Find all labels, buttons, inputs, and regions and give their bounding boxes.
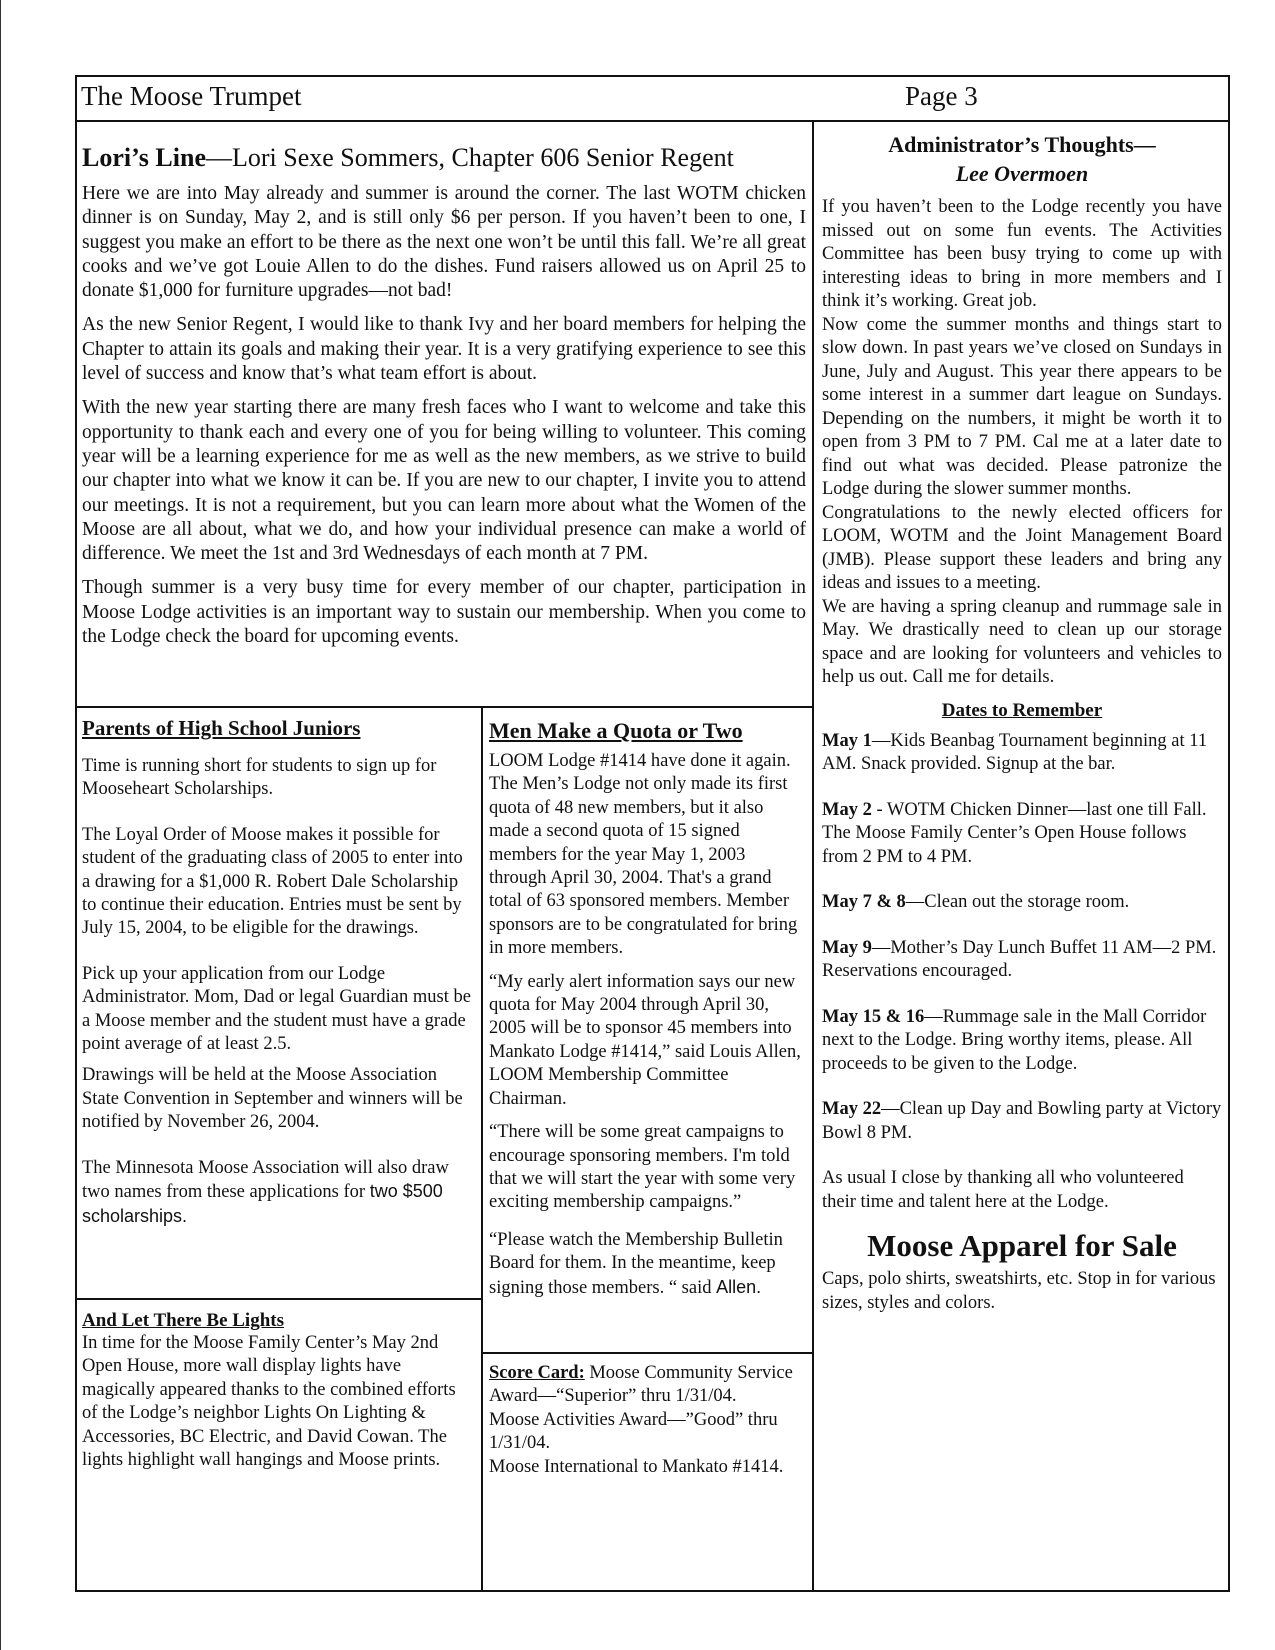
- loris-line-paragraph: With the new year starting there are many fresh faces who I want to welcome and take this opportunity to thank each and every one of you for being willing to volunteer. This coming year will be a learning experience for me as well as the new members, as we strive to build our chapter into what we know it can be. If you are new to our chapter, I invite you to attend our meetings. It is not a requirement, but you can learn more about what the Women of the Moose are all about, what we do, and how your individual presence can make a world of difference. We meet the 1st and 3rd Wednesdays of each month at 7 PM.: [82, 397, 806, 565]
- loris-line-paragraph: As the new Senior Regent, I would like to thank Ivy and her board members for helping the Chapter to attain its goals and making their year. It is a very gratifying experience to see this level of success and know that’s what team effort is about.: [82, 314, 806, 385]
- date-item: May 9—Mother’s Day Lunch Buffet 11 AM—2 PM. Reservations encouraged.: [822, 937, 1217, 981]
- date-item: May 2 - WOTM Chicken Dinner—last one till Fall. The Moose Family Center’s Open House follows from 2 PM to 4 PM.: [822, 799, 1207, 867]
- score-card-line: Moose Activities Award—”Good” thru 1/31/04.: [489, 1409, 778, 1454]
- score-card-label: Score Card:: [489, 1363, 585, 1383]
- date-item: May 15 & 16—Rummage sale in the Mall Corridor next to the Lodge. Bring worthy items, please. All proceeds to be given to the Lodge.: [822, 1006, 1207, 1074]
- parents-paragraph: Time is running short for students to sign up for Mooseheart Scholarships.: [82, 756, 437, 800]
- administrator-paragraph: We are having a spring cleanup and rummage sale in May. We drastically need to clean up our storage space and are looking for volunteers and vehicles to help us out. Call me for details.: [822, 596, 1222, 687]
- date-item: May 22—Clean up Day and Bowling party at Victory Bowl 8 PM.: [822, 1099, 1222, 1143]
- date-item: May 1—Kids Beanbag Tournament beginning at 11 AM. Snack provided. Signup at the bar.: [822, 730, 1208, 774]
- parents-article: [75, 706, 483, 1300]
- administrator-name: Lee Overmoen: [955, 161, 1089, 186]
- newsletter-title: The Moose Trumpet: [81, 81, 302, 111]
- administrator-closing: As usual I close by thanking all who volunteered their time and talent here at the Lodge.: [822, 1168, 1184, 1212]
- score-card-line: Moose International to Mankato #1414.: [489, 1456, 784, 1477]
- parents-paragraph: Pick up your application from our Lodge Administrator. Mom, Dad or legal Guardian must be a Moose member and the student must have a grade point average of at least 2.5.: [82, 963, 471, 1055]
- men-quota-paragraph: “My early alert information says our new quota for May 2004 through April 30, 2005 will be to sponsor 45 members into Mankato Lodge #1414,” said Louis Allen, LOOM Membership Committee Chairman.: [489, 971, 801, 1109]
- dates-to-remember-heading: Dates to Remember: [941, 699, 1103, 721]
- parents-paragraph: Drawings will be held at the Moose Association State Convention in September and winners will be notified by November 26, 2004.: [82, 1065, 463, 1133]
- men-quota-paragraph: “Please watch the Membership Bulletin Board for them. In the meantime, keep signing those members. “ said Allen.: [489, 1229, 783, 1298]
- loris-line-article: [75, 120, 814, 708]
- lights-text: In time for the Moose Family Center’s May 2nd Open House, more wall display lights have magically appeared thanks to the combined efforts of the Lodge’s neighbor Lights On Lighting & Accessories, BC Electric, and David Cowan. The lights highlight wall hangings and Moose prints.: [82, 1333, 456, 1471]
- loris-line-paragraph: Here we are into May already and summer is around the corner. The last WOTM chicken dinner is on Sunday, May 2, and is still only $6 per person. If you haven’t been to one, I suggest you make an effort to be there as the next one won’t be until this fall. We’re all great cooks and we’ve got Louie Allen to do the dishes. Fund raisers allowed us on April 25 to donate $1,000 for furniture upgrades—not bad!: [82, 183, 806, 302]
- administrator-column: [812, 120, 1230, 1592]
- administrator-paragraph: Congratulations to the newly elected officers for LOOM, WOTM and the Joint Management Board (JMB). Please support these leaders and bring any ideas and issues to a meeting.: [822, 502, 1222, 593]
- men-quota-paragraph: LOOM Lodge #1414 have done it again. The Men’s Lodge not only made its first quota of 48 new members, but it also made a second quota of 15 signed members for the year May 1, 2003 through April 30, 2004. That's a grand total of 63 sponsored members. Member sponsors are to be congratulated for bring in more members.: [489, 751, 798, 959]
- score-card-line: Score Card: Moose Community Service Award—“Superior” thru 1/31/04.: [489, 1363, 793, 1407]
- page-header: [75, 75, 1230, 122]
- apparel-heading: Moose Apparel for Sale: [867, 1228, 1177, 1263]
- lights-heading: And Let There Be Lights: [82, 1310, 284, 1331]
- loris-line-heading: Lori’s Line—Lori Sexe Sommers, Chapter 606 Senior Regent: [82, 143, 734, 172]
- men-quota-heading: Men Make a Quota or Two: [489, 718, 743, 743]
- parents-heading: Parents of High School Juniors: [82, 716, 361, 740]
- lights-article: [75, 1298, 483, 1592]
- parents-paragraph: The Loyal Order of Moose makes it possible for student of the graduating class of 2005 to enter into a drawing for a $1,000 R. Robert Dale Scholarship to continue their education. Entries must be sent by July 15, 2004, to be eligible for the drawings.: [82, 824, 463, 939]
- administrator-paragraph: Now come the summer months and things start to slow down. In past years we’ve closed on Sundays in June, July and August. This year there appears to be some interest in a summer dart league on Sundays. Depending on the numbers, it might be worth it to open from 3 PM to 7 PM. Cal me at a later date to find out what was decided. Please patronize the Lodge during the slower summer months.: [822, 314, 1222, 499]
- men-quota-article: [481, 706, 814, 1354]
- date-item: May 7 & 8—Clean out the storage room.: [822, 892, 1130, 912]
- parents-paragraph: The Minnesota Moose Association will also draw two names from these applications for two $500 scholarships.: [82, 1157, 449, 1226]
- administrator-paragraph: If you haven’t been to the Lodge recently you have missed out on some fun events. The Activities Committee has been busy trying to come up with interesting ideas to bring in more members and I think it’s working. Great job.: [822, 197, 1222, 311]
- page-edge-rule: [0, 0, 1, 1650]
- score-card: [481, 1352, 814, 1592]
- loris-line-paragraph: Though summer is a very busy time for every member of our chapter, participation in Moose Lodge activities is an important way to sustain our membership. When you come to the Lodge check the board for upcoming events.: [82, 577, 806, 648]
- administrator-heading: Administrator’s Thoughts— Lee Overmoen: [822, 130, 1222, 188]
- page-number: Page 3: [905, 81, 978, 111]
- men-quota-paragraph: “There will be some great campaigns to encourage sponsoring members. I'm told that we will start the year with some very exciting membership campaigns.”: [489, 1122, 796, 1213]
- apparel-text: Caps, polo shirts, sweatshirts, etc. Stop in for various sizes, styles and colors.: [822, 1269, 1216, 1313]
